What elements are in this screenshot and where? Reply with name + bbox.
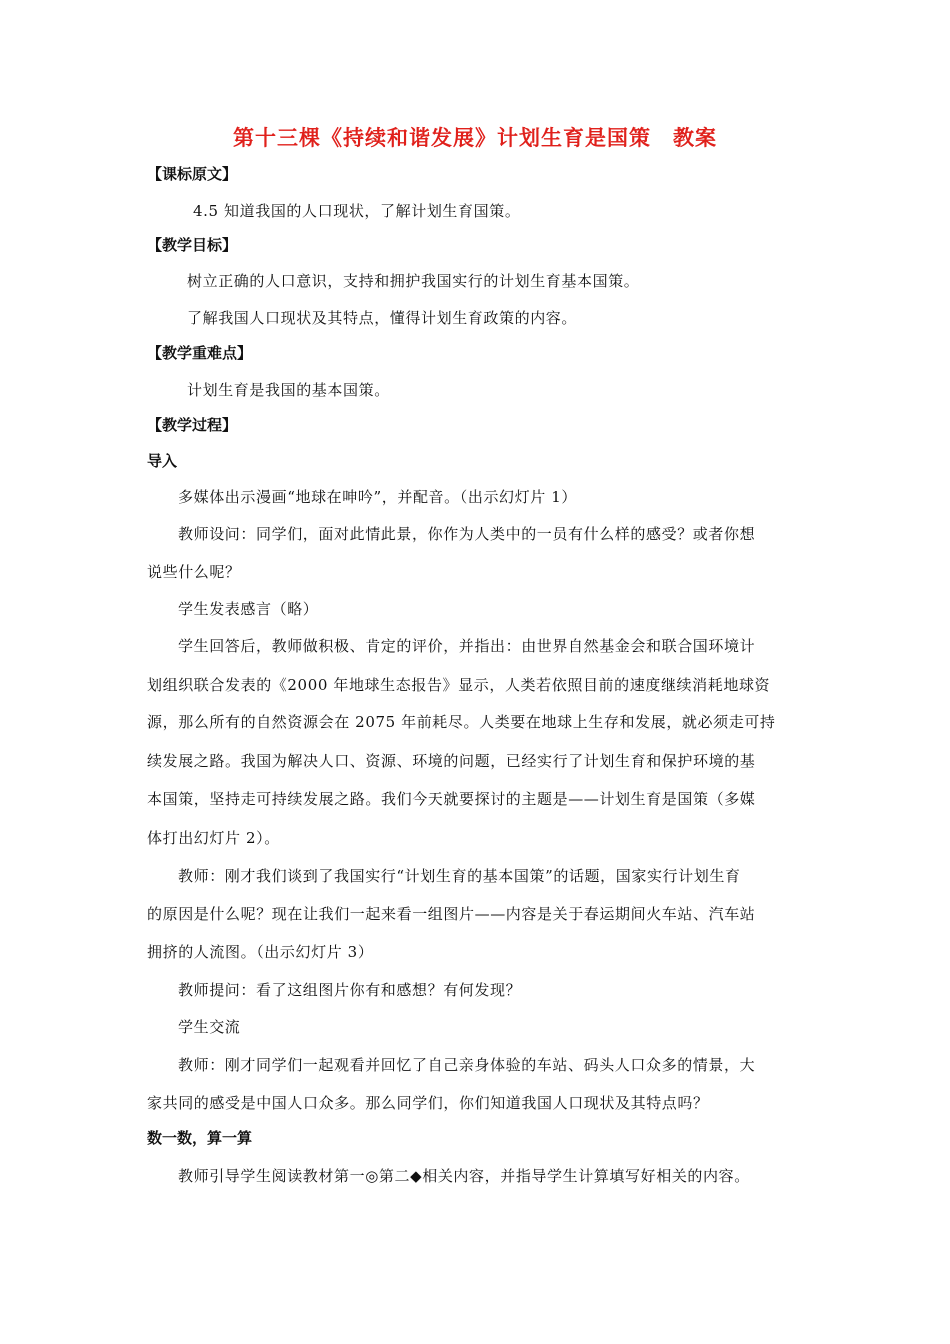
process-line: 教师：刚才我们谈到了我国实行“计划生育的基本国策”的话题，国家实行计划生育 [178, 867, 741, 885]
process-line: 体打出幻灯片 2）。 [147, 829, 280, 847]
key-points-text: 计划生育是我国的基本国策。 [187, 381, 390, 399]
process-line: 教师设问：同学们，面对此情此景，你作为人类中的一员有什么样的感受？或者你想 [178, 525, 756, 543]
count-heading: 数一数，算一算 [147, 1129, 253, 1147]
objective-line: 树立正确的人口意识，支持和拥护我国实行的计划生育基本国策。 [187, 272, 640, 290]
process-line: 教师：刚才同学们一起观看并回忆了自己亲身体验的车站、码头人口众多的情景，大 [178, 1056, 756, 1074]
key-points-heading: 【教学重难点】 [147, 344, 253, 362]
curriculum-heading: 【课标原文】 [147, 165, 238, 183]
process-line: 本国策，坚持走可持续发展之路。我们今天就要探讨的主题是——计划生育是国策（多媒 [147, 790, 756, 808]
process-line: 多媒体出示漫画“地球在呻吟”，并配音。（出示幻灯片 1） [178, 488, 577, 506]
process-line: 学生回答后，教师做积极、肯定的评价，并指出：由世界自然基金会和联合国环境计 [178, 637, 756, 655]
process-heading: 【教学过程】 [147, 416, 238, 434]
process-line: 教师提问：看了这组图片你有和感想？有何发现？ [178, 981, 522, 999]
objective-line: 了解我国人口现状及其特点，懂得计划生育政策的内容。 [187, 309, 578, 327]
intro-heading: 导入 [147, 452, 178, 470]
process-line: 的原因是什么呢？现在让我们一起来看一组图片——内容是关于春运期间火车站、汽车站 [147, 905, 756, 923]
document-title: 第十三棵《持续和谐发展》计划生育是国策 教案 [233, 126, 717, 150]
process-line: 说些什么呢？ [147, 563, 241, 581]
curriculum-text: 4.5 知道我国的人口现状，了解计划生育国策。 [193, 202, 521, 220]
process-line: 学生交流 [178, 1018, 241, 1036]
process-line: 续发展之路。我国为解决人口、资源、环境的问题，已经实行了计划生育和保护环境的基 [147, 752, 756, 770]
process-line: 拥挤的人流图。（出示幻灯片 3） [147, 943, 374, 961]
process-line: 源，那么所有的自然资源会在 2075 年前耗尽。人类要在地球上生存和发展，就必须走可持 [147, 713, 776, 731]
process-line: 划组织联合发表的《2000 年地球生态报告》显示，人类若依照目前的速度继续消耗地球资 [147, 676, 771, 694]
objectives-heading: 【教学目标】 [147, 236, 238, 254]
count-text: 教师引导学生阅读教材第一◎第二◆相关内容，并指导学生计算填写好相关的内容。 [178, 1167, 750, 1185]
process-line: 家共同的感受是中国人口众多。那么同学们，你们知道我国人口现状及其特点吗？ [147, 1094, 709, 1112]
process-line: 学生发表感言（略） [178, 600, 319, 618]
